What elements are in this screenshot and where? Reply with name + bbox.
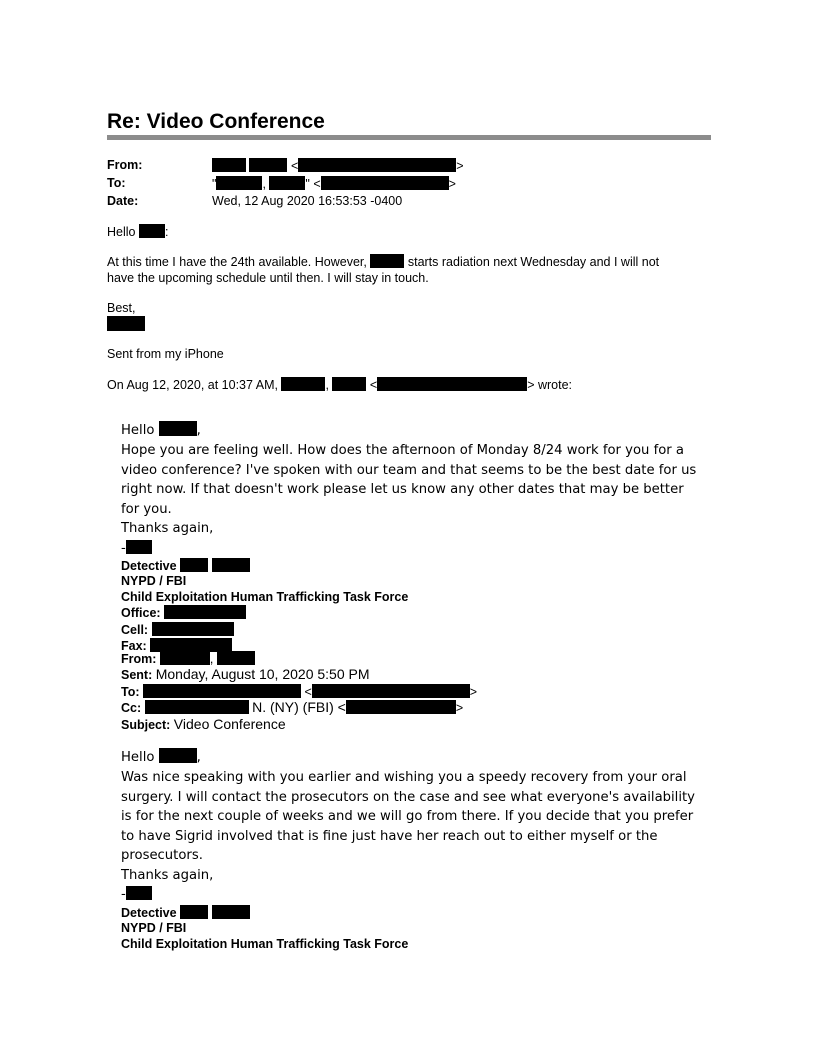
redaction [152, 622, 234, 636]
redaction [312, 684, 470, 698]
reply-signoff: Best, [107, 300, 145, 333]
redaction [180, 558, 208, 572]
redaction [212, 558, 250, 572]
redaction [370, 254, 404, 268]
quote2-greeting: Hello , [121, 750, 201, 765]
date-label: Date: [107, 194, 139, 208]
redaction [298, 158, 456, 172]
from-label: From: [107, 158, 143, 172]
header-from-row: From: < > [107, 158, 464, 173]
quote-attribution: On Aug 12, 2020, at 10:37 AM, , < > wrote: [107, 378, 573, 392]
redaction [332, 377, 366, 391]
redaction [321, 176, 449, 190]
redaction [150, 638, 232, 652]
redaction [107, 316, 145, 331]
forwarded-header: From: , Sent: Monday, August 10, 2020 5:50 PM To: < > Cc: N. (NY) (FBI) < > Subject: Video Conference [121, 652, 478, 732]
redaction [145, 700, 249, 714]
redaction [143, 684, 301, 698]
redaction [126, 540, 152, 554]
redaction [180, 905, 208, 919]
redaction [217, 651, 255, 665]
quote1-body: Hope you are feeling well. How does the afternoon of Monday 8/24 work for you for a video conference? I've spoken with our team and that seems to be the best date for us right now. If that doesn't work please let us know any other dates that may be better for you. Thanks again, - [121, 443, 697, 556]
email-subject-title: Re: Video Conference [107, 110, 325, 133]
redaction [160, 651, 210, 665]
redaction [126, 886, 152, 900]
to-label: To: [107, 176, 126, 190]
title-divider [107, 135, 711, 140]
sent-from-line: Sent from my iPhone [107, 347, 224, 361]
redaction [212, 158, 246, 172]
reply-greeting: Hello : [107, 225, 169, 239]
redaction [346, 700, 456, 714]
quote1-greeting: Hello , [121, 423, 201, 438]
signature-block-2: Detective NYPD / FBI Child Exploitation Human Trafficking Task Force [121, 906, 409, 951]
redaction [159, 421, 197, 436]
redaction [249, 158, 287, 172]
redaction [212, 905, 250, 919]
reply-paragraph: At this time I have the 24th available. However, starts radiation next Wednesday and I will not have the upcoming schedule until then. I will stay in touch. [107, 255, 660, 285]
redaction [281, 377, 325, 391]
redaction [139, 224, 165, 238]
quote2-body: Was nice speaking with you earlier and wishing you a speedy recovery from your oral surgery. I will contact the prosecutors on the case and see what everyone's availability is for the next couple of weeks and we will go from there. If you decide that you prefer to have Sigrid involved that is fine just have her reach out to either myself or the prosecutors. Thanks again, - [121, 770, 695, 902]
redaction [377, 377, 527, 391]
date-value: Wed, 12 Aug 2020 16:53:53 -0400 [212, 194, 403, 208]
redaction [269, 176, 305, 190]
redaction [216, 176, 262, 190]
header-date-row [107, 194, 707, 210]
redaction [159, 748, 197, 763]
header-to-row: To: " , " < > [107, 176, 456, 191]
signature-block: Detective NYPD / FBI Child Exploitation Human Trafficking Task Force Office: Cell: Fax: [121, 559, 409, 654]
redaction [164, 605, 246, 619]
